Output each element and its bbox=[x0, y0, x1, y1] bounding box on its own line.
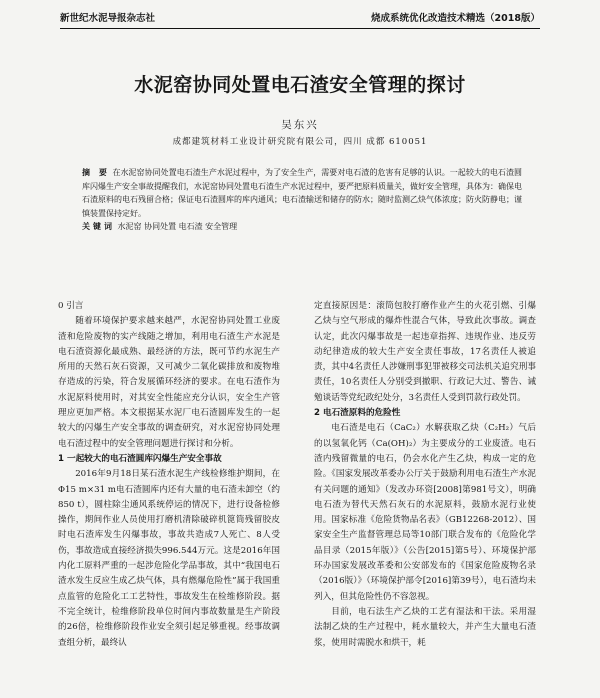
author: 吴东兴 bbox=[281, 119, 319, 131]
continued-paragraph: 定直接原因是：滚筒包胶打磨作业产生的火花引燃、引爆乙炔与空气形成的爆炸性混合气体，导致此次事故。调查认定，此次闪爆事故是一起违章指挥、违规作业、违反劳动纪律造成的较大生产安全责任事故，17名责任人被追责，其中4名责任人涉嫌刑事犯罪被移交司法机关追究刑事责任，10名责任人分别受到撤职、行政记大过、警告、诫勉谈话等党纪政纪处分，3名责任人受到罚款行政处罚。 bbox=[314, 301, 536, 403]
section-2-paragraph-2: 目前，电石法生产乙炔的工艺有湿法和干法。采用湿法制乙炔的生产过程中，耗水量较大，并产生大量电石渣浆，使用时需脱水和烘干，耗 bbox=[314, 606, 536, 648]
left-column bbox=[58, 299, 280, 651]
abstract-text: 在水泥窑协同处置电石渣生产水泥过程中，为了安全生产，需要对电石渣的危害有足够的认识。一起较大的电石渣圆库闪爆生产安全事故提醒我们，水泥窑协同处置电石渣生产水泥过程中，要严把原料质量关，做好安全管理，具体为：确保电石渣原料的电石残留合格；保证电石渣圆库的库内通风；电石渣输送和储存的防水；随时监测乙炔气体浓度；防火防静电；谨慎装置保持定好。 bbox=[82, 168, 522, 218]
section-2-paragraph-1: 电石渣是电石（CaC₂）水解获取乙炔（C₂H₂）气后的以氢氧化钙（Ca(OH)₂）为主要成分的工业废渣。电石渣内残留微量的电石，仍会水化产生乙炔，构成一定的危险。《国家发展改革委办公厅关于鼓励利用电石渣生产水泥有关问题的通知》（发改办环资[2008]第981号文），明确电石渣为替代天然石灰石的水泥原料，鼓励水泥行业使用。国家标准《危险货物品名表》（GB12268-2012）、国家安全生产监督管理总局等10部门联合发布的《危险化学品目录（2015年版）》（公告[2015]第5号）、环境保护部环办国家发展改革委和公安部发布的《国家危险废物名录（2016版）》（环境保护部令[2016]第39号），电石渣均未列入，但其危险性仍不容忽视。 bbox=[314, 423, 536, 602]
keywords-text: 水泥窑 协同处置 电石渣 安全管理 bbox=[117, 222, 238, 232]
keywords bbox=[82, 220, 522, 234]
paper-title: 水泥窑协同处置电石渣安全管理的探讨 bbox=[134, 74, 466, 96]
keywords-label: 关键词 bbox=[82, 221, 115, 232]
section-1-paragraph: 2016年9月18日某石渣水泥生产线检修维护期间，在Φ15 m×31 m电石渣圆库内还有大量的电石渣未卸空（约850 t），圆柱除尘通风系统停运的情况下，进行设备检修操作，期间作业人员使用打磨机清除破碎机篦筒残留胶皮时电石渣库发生闪爆事故，事故共造成7人死亡、8人受伤，事故造成直接经济损失996.544万元。这是2016年国内化工原料严重的一起涉危险化学品事故，其中“我国电石渣水发生反应生成乙炔气体，具有燃爆危险性”属于我国重点监管的危险化工工艺特性，事故发生在检维修阶段。据不完全统计，检维修阶段单位时间内事故数量是生产阶段的26倍，检维修阶段作业安全须引起足够重视。经事故调查组分析，最终认 bbox=[58, 469, 280, 648]
section-1-heading: 1 一起较大的电石渣圆库闪爆生产安全事故 bbox=[58, 453, 222, 464]
running-header bbox=[60, 10, 540, 24]
abstract bbox=[82, 166, 522, 220]
affiliation: 成都建筑材料工业设计研究院有限公司，四川 成都 610051 bbox=[172, 137, 428, 147]
section-intro-heading: 0 引言 bbox=[58, 301, 84, 311]
abstract-label: 摘 要 bbox=[82, 167, 110, 177]
header-right: 烧成系统优化改造技术精选（2018版） bbox=[371, 13, 540, 24]
header-left: 新世纪水泥导报杂志社 bbox=[60, 13, 156, 24]
section-2-heading: 2 电石渣原料的危险性 bbox=[314, 408, 401, 419]
abstract-block bbox=[82, 166, 522, 234]
header-rule bbox=[60, 28, 540, 29]
intro-paragraph: 随着环境保护要求越来越严，水泥窑协同处置工业废渣和危险废物的实产线随之增加，利用电石渣生产水泥是电石渣资源化最成熟、最经济的方法，既可节约水泥生产所用的天然石灰石资源，又可减少二氧化碳排放和废物堆存造成的污染，符合发展循环经济的要求。在电石渣作为水泥原料使用时，对其安全性能应充分认识，安全生产管理应更加严格。本文根据某水泥厂电石渣圆库发生的一起较大的闪爆生产安全事故的调查研究，对水泥窑协同处理电石渣过程中的安全管理问题进行探讨和分析。 bbox=[58, 316, 280, 449]
right-column bbox=[314, 299, 536, 651]
